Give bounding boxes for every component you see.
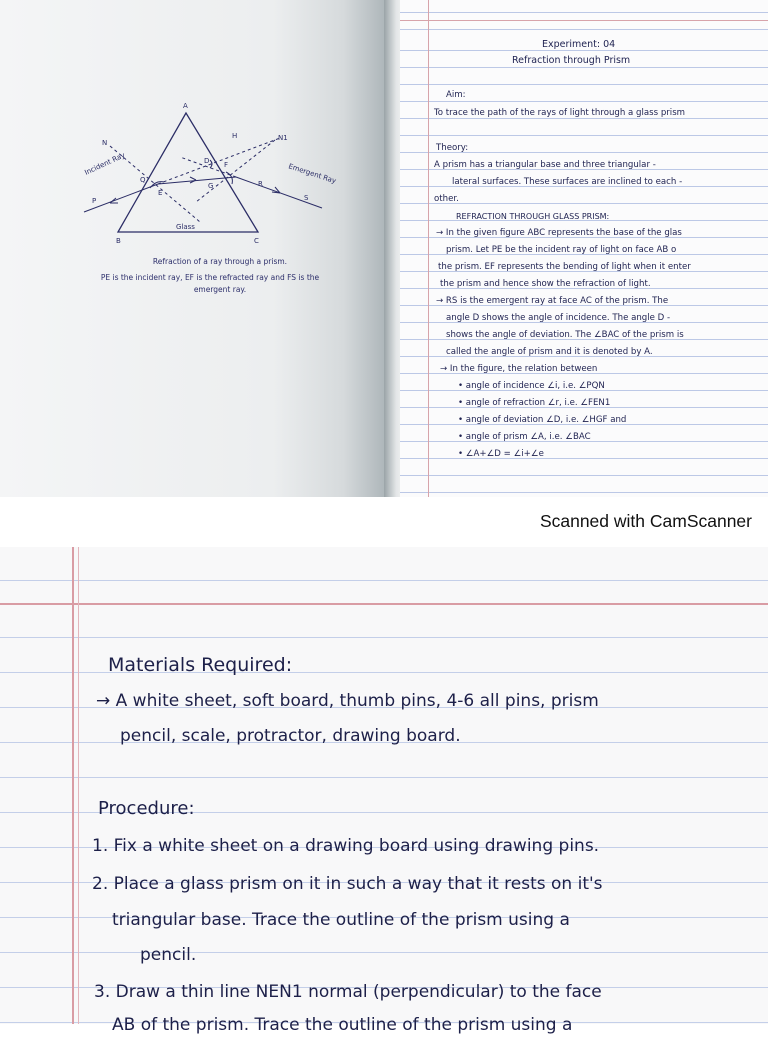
diagram-caption-line-1: Refraction of a ray through a prism. bbox=[152, 257, 288, 266]
theory-line: lateral surfaces. These surfaces are inclined to each - bbox=[452, 177, 683, 187]
theory-line: → In the figure, the relation between bbox=[440, 364, 598, 374]
materials-heading: Materials Required: bbox=[108, 654, 293, 676]
label-r: R bbox=[258, 180, 263, 188]
scanned-spread bbox=[0, 0, 768, 497]
theory-line: shows the angle of deviation. The ∠BAC of the prism is bbox=[446, 330, 684, 340]
label-n: N bbox=[102, 139, 108, 147]
theory-line: prism. Let PE be the incident ray of light on face AB o bbox=[446, 245, 677, 255]
diagram-caption-line-3: emergent ray. bbox=[193, 285, 247, 294]
procedure-step: pencil. bbox=[140, 945, 197, 965]
procedure-step: AB of the prism. Trace the outline of the prism using a bbox=[112, 1015, 573, 1035]
page-margin-rule bbox=[428, 0, 429, 497]
procedure-step: 2. Place a glass prism on it in such a way that it rests on it's bbox=[92, 874, 603, 894]
label-glass: Glass bbox=[176, 223, 195, 231]
theory-line: A prism has a triangular base and three triangular - bbox=[434, 160, 656, 170]
bottom-notebook-page bbox=[0, 547, 768, 1035]
experiment-number: Experiment: 04 bbox=[542, 39, 616, 50]
left-notebook-page bbox=[0, 0, 390, 497]
aim-text: To trace the path of the rays of light through a glass prism bbox=[434, 108, 686, 118]
experiment-title: Refraction through Prism bbox=[512, 55, 631, 66]
theory-line: called the angle of prism and it is denoted by A. bbox=[446, 347, 653, 357]
label-b: B bbox=[116, 237, 121, 245]
materials-line: pencil, scale, protractor, drawing board. bbox=[120, 726, 461, 746]
right-notebook-page bbox=[400, 0, 768, 497]
label-f: F bbox=[224, 161, 229, 169]
page-margin-rule bbox=[72, 547, 74, 1024]
relation-item: • angle of prism ∠A, i.e. ∠BAC bbox=[458, 432, 591, 442]
page-margin-rule-secondary bbox=[78, 547, 79, 1024]
theory-line: other. bbox=[434, 194, 459, 204]
materials-line: → A white sheet, soft board, thumb pins, 4-6 all pins, prism bbox=[96, 691, 599, 711]
procedure-step: 1. Fix a white sheet on a drawing board using drawing pins. bbox=[92, 836, 600, 856]
prism-diagram bbox=[0, 0, 390, 270]
theory-line: → In the given figure ABC represents the base of the glas bbox=[436, 228, 682, 238]
relation-item: • angle of incidence ∠i, i.e. ∠PQN bbox=[458, 381, 605, 391]
page-top-rule bbox=[0, 603, 768, 605]
label-g: G bbox=[208, 182, 214, 190]
relation-item: • angle of refraction ∠r, i.e. ∠FEN1 bbox=[458, 398, 611, 408]
procedure-step: triangular base. Trace the outline of the prism using a bbox=[112, 910, 570, 930]
theory-line: the prism and hence show the refraction of light. bbox=[440, 279, 651, 289]
watermark-text: Scanned with CamScanner bbox=[539, 511, 752, 531]
refracted-ray-line bbox=[158, 177, 236, 184]
label-n1: N1 bbox=[278, 134, 288, 142]
scanner-watermark bbox=[0, 497, 768, 547]
procedure-heading: Procedure: bbox=[98, 798, 195, 819]
label-p: P bbox=[92, 197, 97, 205]
label-incident-ray: Incident Ray bbox=[83, 151, 127, 177]
label-e: E bbox=[158, 189, 163, 197]
theory-line: the prism. EF represents the bending of light when it enter bbox=[438, 262, 691, 272]
theory-line: angle D shows the angle of incidence. The angle D - bbox=[446, 313, 671, 323]
procedure-step: 3. Draw a thin line NEN1 normal (perpendicular) to the face bbox=[94, 982, 602, 1002]
label-a: A bbox=[183, 102, 188, 110]
page-top-rule bbox=[400, 20, 768, 21]
theory-line: → RS is the emergent ray at face AC of the prism. The bbox=[436, 296, 669, 306]
theory-subheading: REFRACTION THROUGH GLASS PRISM: bbox=[456, 212, 610, 221]
diagram-caption-line-2: PE is the incident ray, EF is the refracted ray and FS is the bbox=[100, 273, 320, 282]
label-s: S bbox=[304, 194, 309, 202]
theory-heading: Theory: bbox=[436, 143, 469, 153]
label-h: H bbox=[232, 132, 238, 140]
label-c: C bbox=[254, 237, 259, 245]
relation-item: • ∠A+∠D = ∠i+∠e bbox=[458, 449, 544, 459]
label-d: D bbox=[204, 157, 210, 165]
label-q: Q bbox=[140, 176, 146, 184]
incident-extension bbox=[158, 138, 280, 184]
aim-heading: Aim: bbox=[446, 90, 466, 100]
relation-item: • angle of deviation ∠D, i.e. ∠HGF and bbox=[458, 415, 627, 425]
label-emergent-ray: Emergent Ray bbox=[287, 162, 338, 186]
